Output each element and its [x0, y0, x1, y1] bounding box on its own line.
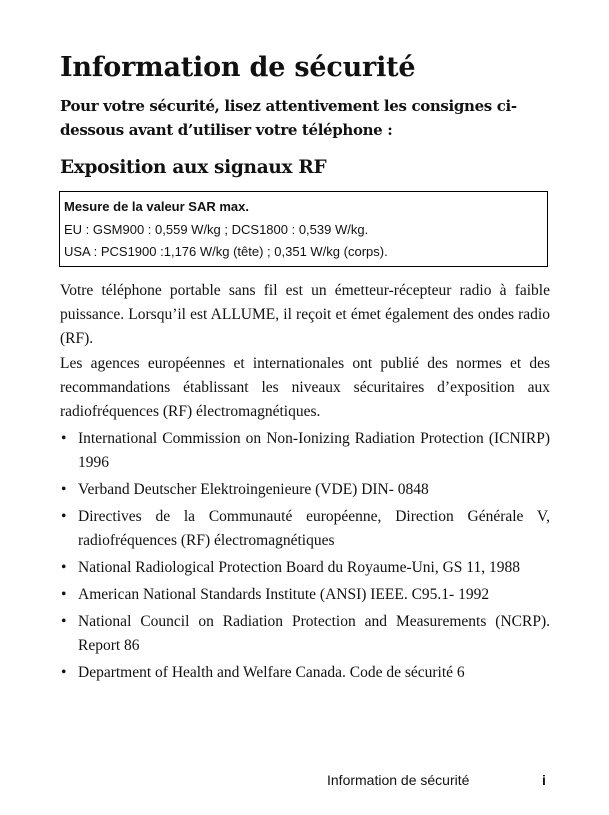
list-item	[60, 505, 550, 553]
paragraph-rf-intro: Votre téléphone portable sans fil est un émetteur-récepteur radio à faible puissance. Lorsqu’il est ALLUME, il reçoit et émet également des ondes radio (RF).	[60, 282, 550, 347]
list-item-text: International Commission on Non-Ionizing Radiation Protection (ICNIRP) 1996	[78, 430, 550, 471]
bullet-icon: •	[61, 508, 67, 525]
list-item	[60, 478, 550, 502]
body-content	[60, 279, 550, 685]
page-number: i	[542, 772, 546, 788]
page-title: Information de sécurité	[60, 52, 416, 83]
sar-eu-line: EU : GSM900 : 0,559 W/kg ; DCS1800 : 0,539 W/kg.	[64, 221, 369, 237]
list-item	[60, 427, 550, 475]
intro-text: Pour votre sécurité, lisez attentivement les consignes ci-dessous avant d’utiliser votre téléphone :	[60, 97, 517, 139]
list-item-text: American National Standards Institute (ANSI) IEEE. C95.1- 1992	[78, 586, 490, 603]
bullet-icon: •	[61, 481, 67, 498]
list-item-text: Department of Health and Welfare Canada. Code de sécurité 6	[78, 664, 465, 681]
bullet-icon: •	[61, 430, 67, 447]
section-title: Exposition aux signaux RF	[60, 157, 327, 178]
list-item-text: Verband Deutscher Elektroingenieure (VDE) DIN- 0848	[78, 481, 429, 498]
sar-info-box	[59, 191, 548, 267]
sar-box-title: Mesure de la valeur SAR max.	[64, 199, 249, 214]
list-item	[60, 661, 550, 685]
standards-list	[60, 427, 550, 685]
footer-title: Information de sécurité	[327, 772, 470, 788]
list-item	[60, 610, 550, 658]
page-footer	[0, 772, 609, 792]
bullet-icon: •	[61, 613, 67, 630]
list-item-text: National Council on Radiation Protection and Measurements (NCRP). Report 86	[78, 613, 550, 654]
sar-usa-line: USA : PCS1900 :1,176 W/kg (tête) ; 0,351 W/kg (corps).	[64, 244, 388, 259]
bullet-icon: •	[61, 664, 67, 681]
bullet-icon: •	[61, 559, 67, 576]
list-item-text: National Radiological Protection Board du Royaume-Uni, GS 11, 1988	[78, 559, 520, 576]
paragraph-agencies: Les agences européennes et internationales ont publié des normes et des recommandations établissant les niveaux sécuritaires d’exposition aux radiofréquences (RF) électromagnétiques.	[60, 355, 550, 420]
list-item	[60, 583, 550, 607]
list-item	[60, 556, 550, 580]
bullet-icon: •	[61, 586, 67, 603]
list-item-text: Directives de la Communauté européenne, Direction Générale V, radiofréquences (RF) électromagnétiques	[78, 508, 550, 549]
